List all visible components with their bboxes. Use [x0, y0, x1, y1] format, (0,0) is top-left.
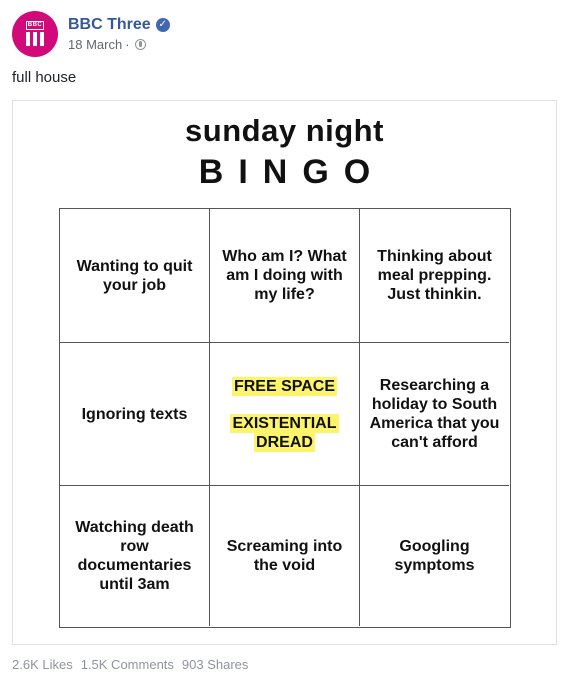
engagement-stats [12, 657, 248, 672]
bingo-cell: Googling symptoms [394, 538, 475, 574]
bingo-grid [59, 208, 511, 628]
bingo-center-cell [210, 343, 360, 486]
avatar[interactable] [12, 11, 58, 57]
bingo-cell: Ignoring texts [60, 343, 210, 486]
bbc-three-logo-icon [24, 21, 46, 47]
bingo-cell: Wanting to quit your job [60, 209, 210, 343]
post-meta [68, 15, 170, 54]
comments-count-link[interactable]: 1.5K Comments [80, 657, 174, 672]
bingo-title-line1: sunday night [185, 113, 384, 148]
bingo-cell: Who am I? What am I doing with my life? [210, 209, 360, 343]
post-date-link[interactable]: 18 March [68, 36, 123, 52]
bingo-cell: Screaming into the void [210, 486, 360, 626]
free-space-label: FREE SPACE [233, 377, 336, 395]
bingo-title-line2: BINGO [198, 153, 386, 191]
globe-icon[interactable] [135, 39, 146, 50]
post-header [12, 12, 170, 56]
avatar-logo-text: BBC [27, 22, 43, 28]
verified-badge-icon: ✓ [156, 18, 170, 32]
dread-label: DREAD [256, 433, 313, 451]
bingo-cell: Researching a holiday to South America that you can't afford [360, 343, 509, 486]
existential-label: EXISTENTIAL [232, 414, 337, 432]
separator-dot: · [125, 36, 130, 52]
likes-count-link[interactable]: 2.6K Likes [12, 657, 73, 672]
page-name-link[interactable]: BBC Three [68, 15, 151, 33]
bingo-cell: Thinking about meal prepping. Just thinkin. [360, 209, 509, 343]
post-image[interactable] [12, 100, 557, 645]
post-text: full house [12, 69, 77, 86]
bingo-cell: Watching death row documentaries until 3am [60, 486, 210, 626]
shares-count-link[interactable]: 903 Shares [181, 657, 249, 672]
